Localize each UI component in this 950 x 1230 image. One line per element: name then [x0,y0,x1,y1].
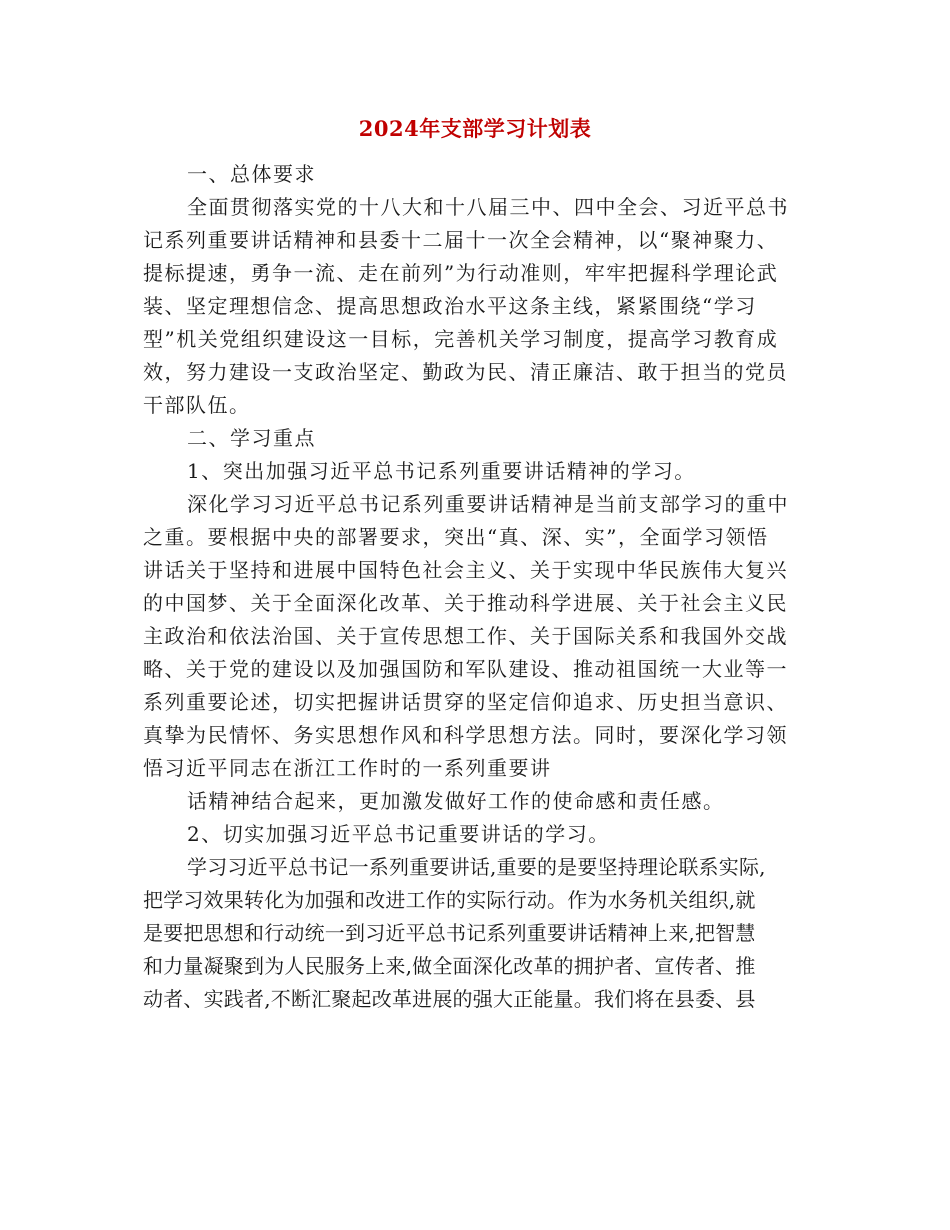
document-body [143,158,803,1016]
text-line: 的中国梦、关于全面深化改革、关于推动科学进展、关于社会主义民 [143,591,788,615]
text-line: 系列重要论述，切实把握讲话贯穿的坚定信仰追求、历史担当意识、 [143,690,788,714]
text-line: 记系列重要讲话精神和县委十二届十一次全会精神，以“聚神聚力、 [143,228,779,252]
document-title: 2024年支部学习计划表 [358,116,592,141]
text-line: 装、坚定理想信念、提高思想政治水平这条主线，紧紧围绕“学习 [143,294,757,318]
text-line: 是要把思想和行动统一到习近平总书记系列重要讲话精神上来,把智慧 [143,921,756,945]
text-line: 二、学习重点 [187,426,316,450]
text-line: 动者、实践者,不断汇聚起改革进展的强大正能量。我们将在县委、县 [143,987,756,1011]
text-line: 深化学习习近平总书记系列重要讲话精神是当前支部学习的重中 [187,492,789,516]
text-line: 型”机关党组织建设这一目标，完善机关学习制度，提高学习教育成 [143,327,779,351]
text-line: 话精神结合起来，更加激发做好工作的使命感和责任感。 [187,789,725,813]
text-line: 全面贯彻落实党的十八大和十八届三中、四中全会、习近平总书 [187,195,789,219]
text-line: 悟习近平同志在浙江工作时的一系列重要讲 [143,756,552,780]
text-line: 提标提速，勇争一流、走在前列”为行动准则，牢牢把握科学理论武 [143,261,779,285]
text-line: 真挚为民情怀、务实思想作风和科学思想方法。同时，要深化学习领 [143,723,788,747]
text-line: 略、关于党的建设以及加强国防和军队建设、推动祖国统一大业等一 [143,657,788,681]
text-line: 2、切实加强习近平总书记重要讲话的学习。 [187,822,610,846]
text-line: 1、突出加强习近平总书记系列重要讲话精神的学习。 [187,459,696,483]
text-line: 学习习近平总书记一系列重要讲话,重要的是要坚持理论联系实际, [187,855,766,879]
text-line: 一、总体要求 [187,162,316,186]
text-line: 和力量凝聚到为人民服务上来,做全面深化改革的拥护者、宣传者、推 [143,954,756,978]
text-line: 把学习效果转化为加强和改进工作的实际行动。作为水务机关组织,就 [143,888,756,912]
text-line: 主政治和依法治国、关于宣传思想工作、关于国际关系和我国外交战 [143,624,788,648]
text-line: 之重。要根据中央的部署要求，突出“真、深、实”，全面学习领悟 [143,525,769,549]
text-line: 干部队伍。 [143,393,251,417]
text-line: 讲话关于坚持和进展中国特色社会主义、关于实现中华民族伟大复兴 [143,558,788,582]
text-line: 效，努力建设一支政治坚定、勤政为民、清正廉洁、敢于担当的党员 [143,360,788,384]
